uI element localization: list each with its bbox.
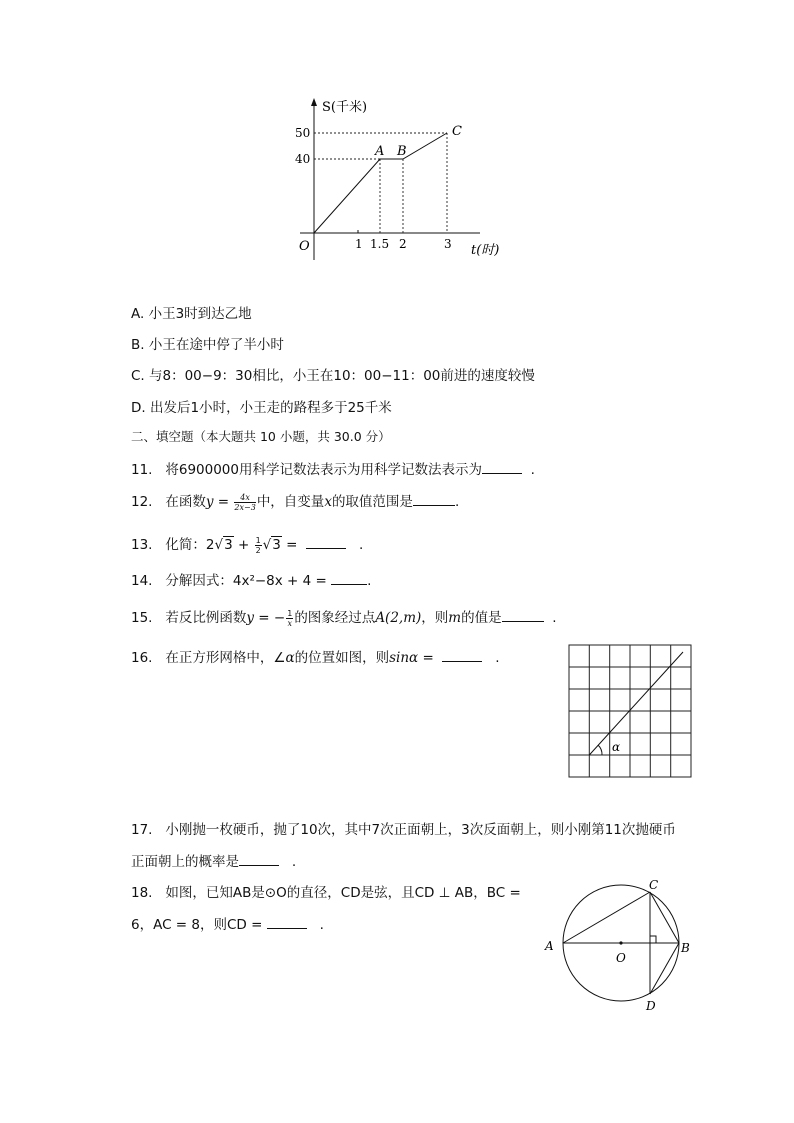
q13-half-num: 1 — [255, 535, 261, 545]
q12-var: x — [324, 494, 332, 510]
option-d: D. 出发后1小时，小王走的路程多于25千米 — [131, 400, 392, 416]
q13-rad1: 3 — [224, 537, 233, 553]
q18-number: 18. — [131, 885, 153, 901]
q18-label-c: C — [649, 878, 659, 892]
q14-end: . — [367, 573, 372, 589]
question-17-line-2 — [131, 850, 296, 870]
q16-mid: 的位置如图，则 — [294, 650, 390, 666]
q16-angle-arc — [598, 745, 602, 755]
q16-alpha-label: α — [612, 740, 621, 754]
q18-chord-bc — [650, 892, 679, 943]
q18-label-b: B — [681, 941, 690, 955]
q16-eq: = — [418, 650, 439, 666]
q18-chord-bd — [650, 943, 679, 994]
q15-point: A(2,m) — [375, 610, 422, 626]
q15-frac-den: x — [287, 618, 293, 628]
distance-time-graph — [280, 92, 520, 267]
q15-y: y — [246, 610, 254, 626]
y-tick-50: 50 — [295, 126, 311, 140]
q18-blank[interactable] — [267, 914, 307, 929]
q16-number: 16. — [131, 650, 153, 666]
q12-frac-den: 2x−3 — [234, 502, 256, 512]
q13-eq: = — [281, 537, 302, 553]
x-tick-1: 1 — [355, 237, 363, 251]
y-axis-arrow — [311, 98, 317, 106]
q17-end: . — [291, 854, 297, 870]
q12-post: 的取值范围是 — [331, 494, 413, 510]
q12-fraction — [234, 493, 255, 512]
q14-blank[interactable] — [331, 570, 367, 585]
q18-chord-ac — [563, 892, 650, 943]
q18-label-a: A — [545, 939, 554, 953]
option-c: C. 与8：00−9：30相比，小王在10：00−11：00前进的速度较慢 — [131, 368, 535, 384]
option-a: A. 小王3时到达乙地 — [131, 306, 252, 322]
q14-expr: 4x²−8x + 4 = — [232, 573, 332, 589]
x-axis-label: t(时) — [471, 243, 500, 258]
question-17-line-1 — [131, 818, 676, 838]
origin-label: O — [299, 239, 310, 254]
q13-coef: 2 — [205, 537, 215, 553]
x-tick-3: 3 — [444, 237, 452, 251]
point-a-label: A — [375, 144, 385, 159]
q17-line1: 小刚抛一枚硬币，抛了10次，其中7次正面朝上，3次反面朝上，则小刚第11次抛硬币 — [165, 822, 676, 838]
question-12 — [131, 490, 459, 512]
q17-line2: 正面朝上的概率是 — [131, 854, 239, 870]
q16-pre: 在正方形网格中，∠ — [165, 650, 286, 666]
question-14 — [131, 569, 371, 589]
q18-circle-figure — [540, 878, 700, 1018]
q16-grid-figure — [566, 643, 696, 781]
q15-fraction — [286, 609, 293, 628]
q18-right-angle-mark — [650, 936, 656, 943]
q13-pre: 化简： — [165, 537, 206, 553]
q18-line1: 如图，已知AB是⊙O的直径，CD是弦，且CD ⊥ AB，BC = — [165, 885, 521, 901]
x-tick-1-5: 1.5 — [370, 237, 390, 251]
q15-pre: 若反比例函数 — [165, 610, 247, 626]
q18-end: . — [319, 917, 324, 933]
q12-end: . — [454, 494, 460, 510]
question-18-line-2 — [131, 913, 324, 933]
question-18-line-1 — [131, 881, 521, 901]
q15-frac-num: 1 — [287, 608, 293, 618]
q18-label-o: O — [616, 951, 626, 965]
q16-alpha: α — [285, 650, 295, 666]
q14-number: 14. — [131, 573, 153, 589]
q16-blank[interactable] — [442, 647, 482, 662]
q16-sin: sinα — [389, 650, 419, 666]
y-tick-40: 40 — [295, 152, 311, 166]
q15-blank[interactable] — [502, 607, 544, 622]
q13-blank[interactable] — [306, 534, 346, 549]
q13-half — [255, 536, 262, 555]
q15-mid2: ，则 — [421, 610, 449, 626]
q13-end: . — [358, 537, 364, 553]
x-tick-2: 2 — [399, 237, 407, 251]
question-11 — [131, 458, 535, 478]
q13-number: 13. — [131, 537, 153, 553]
question-15 — [131, 606, 556, 628]
q12-number: 12. — [131, 494, 153, 510]
q15-end: . — [552, 610, 557, 626]
y-axis-label: S(千米) — [322, 100, 368, 115]
question-16 — [131, 646, 500, 666]
q13-rad2: 3 — [272, 537, 281, 553]
q12-eq: = — [213, 494, 234, 510]
point-c-label: C — [452, 124, 462, 139]
q12-pre: 在函数 — [165, 494, 206, 510]
q15-number: 15. — [131, 610, 153, 626]
q11-end: . — [530, 462, 535, 478]
question-13: 13. 化简：2√3 + $\frac{1}{2}$ √3 = . — [131, 535, 364, 555]
q15-eq: = − — [254, 610, 286, 626]
q11-text: 将6900000用科学记数法表示为用科学记数法表示为 — [165, 462, 482, 478]
q11-blank[interactable] — [482, 459, 522, 474]
q14-pre: 分解因式： — [165, 573, 233, 589]
q12-y: y — [205, 494, 214, 510]
q17-blank[interactable] — [239, 851, 279, 866]
q15-post: 的值是 — [461, 610, 502, 626]
option-b: B. 小王在途中停了半小时 — [131, 337, 284, 353]
q18-center-dot — [619, 941, 622, 944]
q13-plus: + — [233, 537, 254, 553]
q17-number: 17. — [131, 822, 153, 838]
point-b-label: B — [397, 144, 407, 159]
q18-line2: 6，AC = 8，则CD = — [131, 917, 267, 933]
q11-number: 11. — [131, 462, 153, 478]
q12-mid: 中，自变量 — [256, 494, 325, 510]
q16-end: . — [495, 650, 500, 666]
q12-frac-num: 4x — [234, 493, 255, 503]
q15-var: m — [448, 610, 462, 626]
section-2-title: 二、填空题（本大题共 10 小题，共 30.0 分） — [131, 429, 391, 444]
q18-label-d: D — [646, 999, 656, 1013]
q15-mid: 的图象经过点 — [294, 610, 376, 626]
q13-half-den: 2 — [255, 545, 261, 555]
q12-blank[interactable] — [413, 491, 455, 506]
